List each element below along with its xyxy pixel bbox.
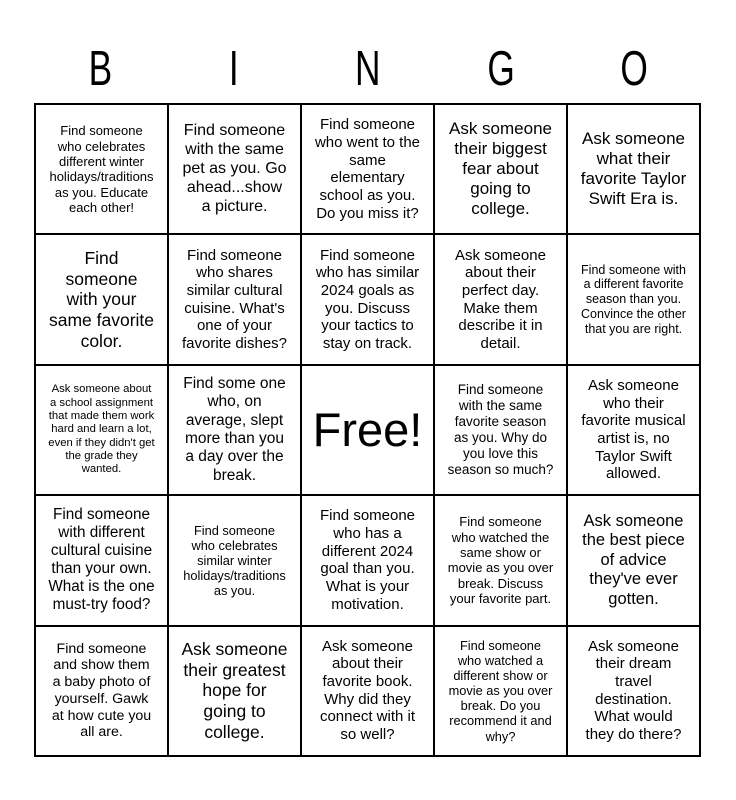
bingo-cell-r2c1[interactable] <box>36 235 167 363</box>
bingo-cell-r3c4[interactable] <box>435 366 566 494</box>
bingo-free-cell[interactable] <box>302 366 433 494</box>
cell-text: Find someone who shares similar cultural cuisine. What's one of your favorite dishes? <box>181 246 288 352</box>
title-letter-g: G <box>487 41 515 96</box>
bingo-cell-r5c4[interactable] <box>435 627 566 755</box>
cell-text: Find someone who went to the same elementary school as you. Do you miss it? <box>314 116 421 222</box>
bingo-cell-r1c5[interactable] <box>568 105 699 233</box>
cell-text: Find someone with the same pet as you. Go ahead...show a picture. <box>182 122 287 215</box>
bingo-cell-r2c3[interactable] <box>302 235 433 363</box>
bingo-cell-r5c2[interactable] <box>169 627 300 755</box>
bingo-cell-r2c4[interactable] <box>435 235 566 363</box>
bingo-title <box>34 38 701 100</box>
cell-text: Ask someone the best piece of advice they've ever gotten. <box>582 511 685 608</box>
cell-text: Find someone who has similar 2024 goals as you. Discuss your tactics to stay on track. <box>315 246 420 352</box>
bingo-cell-r3c1[interactable] <box>36 366 167 494</box>
cell-text: Ask someone who their favorite musical artist is, no Taylor Swift allowed. <box>581 376 686 483</box>
bingo-cell-r2c5[interactable] <box>568 235 699 363</box>
bingo-cell-r2c2[interactable] <box>169 235 300 363</box>
cell-text: Find someone with the same favorite season as you. Why do you love this season so much? <box>447 382 554 477</box>
bingo-cell-r4c3[interactable] <box>302 496 433 624</box>
cell-text: Find some one who, on average, slept more than you a day over the break. <box>183 375 286 484</box>
cell-text: Ask someone what their favorite Taylor Swift Era is. <box>580 129 687 209</box>
cell-text: Ask someone their greatest hope for going to college. <box>181 639 288 742</box>
cell-text: Ask someone their dream travel destination. What would they do there? <box>585 637 682 744</box>
bingo-cell-r1c1[interactable] <box>36 105 167 233</box>
cell-text: Ask someone about their perfect day. Make them describe it in detail. <box>455 246 546 352</box>
cell-text: Find someone who celebrates similar winter holidays/traditions as you. <box>183 522 286 599</box>
bingo-grid <box>34 103 701 757</box>
bingo-cell-r1c3[interactable] <box>302 105 433 233</box>
cell-text: Find someone who watched the same show or movie as you over break. Discuss your favorite part. <box>447 514 554 607</box>
title-letter-o: O <box>620 41 649 96</box>
cell-text: Find someone who celebrates different winter holidays/traditions as you. Educate each other! <box>49 123 154 215</box>
cell-text: Find someone who watched a different show or movie as you over break. Do you recommend it and why? <box>448 637 553 744</box>
bingo-cell-r4c2[interactable] <box>169 496 300 624</box>
cell-text: Find someone and show them a baby photo of yourself. Gawk at how cute you all are. <box>51 640 152 741</box>
cell-text: Find someone who has a different 2024 goal than you. What is your motivation. <box>319 507 416 613</box>
bingo-cell-r5c1[interactable] <box>36 627 167 755</box>
bingo-cell-r4c5[interactable] <box>568 496 699 624</box>
bingo-cell-r3c2[interactable] <box>169 366 300 494</box>
title-letter-n: N <box>354 41 381 96</box>
bingo-cell-r3c5[interactable] <box>568 366 699 494</box>
bingo-cell-r1c2[interactable] <box>169 105 300 233</box>
cell-text: Find someone with your same favorite color. <box>48 247 155 351</box>
cell-text: Ask someone about a school assignment that made them work hard and learn a lot, even if they didn't get the grade they wanted. <box>48 383 155 476</box>
bingo-cell-r5c5[interactable] <box>568 627 699 755</box>
bingo-cell-r4c4[interactable] <box>435 496 566 624</box>
title-letter-b: B <box>88 41 113 96</box>
cell-text: Find someone with a different favorite season than you. Convince the other that you are right. <box>581 262 686 336</box>
cell-text: Ask someone their biggest fear about going to college. <box>449 119 552 219</box>
title-letter-i: I <box>229 41 239 96</box>
bingo-cell-r1c4[interactable] <box>435 105 566 233</box>
free-space-label: Free! <box>312 403 423 457</box>
cell-text: Find someone with different cultural cuisine than your own. What is the one must-try food? <box>48 506 155 614</box>
bingo-cell-r5c3[interactable] <box>302 627 433 755</box>
cell-text: Ask someone about their favorite book. Why did they connect with it so well? <box>319 637 416 744</box>
bingo-cell-r4c1[interactable] <box>36 496 167 624</box>
